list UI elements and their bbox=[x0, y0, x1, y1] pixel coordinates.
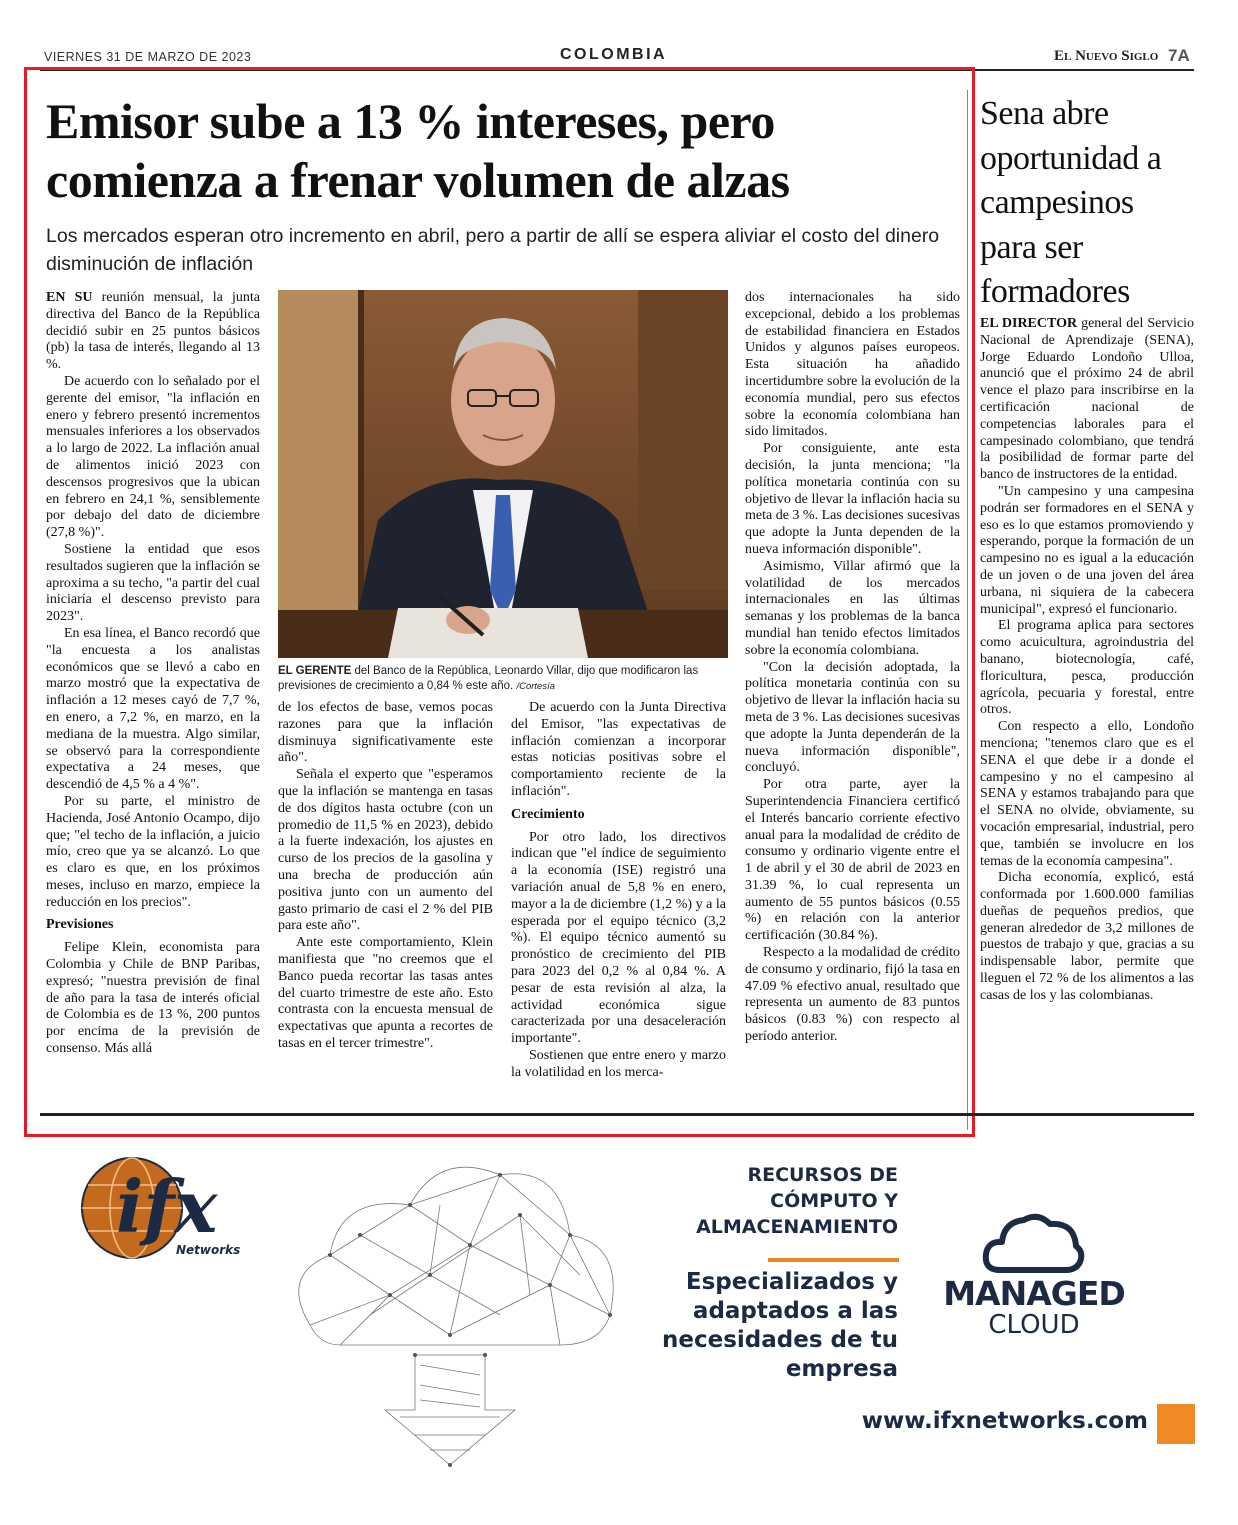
sidebar-lead-word: EL DIRECTOR bbox=[980, 316, 1078, 331]
sidebar-paragraph: Dicha economía, explicó, está conformada por 1.600.000 familias dueñas de pequeños predios, que generan alrededor de 3,2 millones de puestos de trabajo y que, gracias a su indispensable labor, permite que lleguen el 72 % de los alimentos a las casas de los y las colombianas. bbox=[980, 870, 1194, 1003]
article-paragraph: Ante este comportamiento, Klein manifiesta que "no creemos que el Banco pueda recortar las tasas antes del cuarto trimestre de este año. Esto contrasta con la encuesta mensual de expectativas que apunta a recortes de tasas en el tercer trimestre". bbox=[278, 935, 493, 1051]
logo-subtext: Networks bbox=[176, 1243, 241, 1257]
managed-cloud-line2: CLOUD bbox=[988, 1310, 1080, 1340]
sidebar-paragraph: Con respecto a ello, Londoño menciona; "tenemos claro que es el SENA el que debe ir a donde el campesino y no el campesino al SENA y estamos trabajando para que el SENA no olvide, obviamente, su vocación empresarial, industrial, pero que, también se involucre en los temas de la economía campesina". bbox=[980, 719, 1194, 869]
section-name: COLOMBIA bbox=[560, 46, 668, 63]
ad-title: RECURSOS DE CÓMPUTO Y ALMACENAMIENTO bbox=[696, 1164, 898, 1238]
caption-lead: EL GERENTE bbox=[278, 665, 352, 677]
ad-orange-square bbox=[1157, 1404, 1195, 1444]
article-paragraph: Por otra parte, ayer la Superintendencia Financiera certificó el Interés bancario corriente efectivo anual para la modalidad de crédito de consumo y ordinario vigente entre el 1 de abril y el 30 de abril de 2023 en 31.39 %, lo cual representa un aumento de 55 puntos básicos (0.55 %) en relación con la anterior certificación (30.84 %). bbox=[745, 777, 960, 944]
lead-word: EN SU bbox=[46, 290, 93, 305]
page-number: 7A bbox=[1168, 46, 1190, 65]
sidebar-headline: Sena abre oportunidad a campesinos para ser formadores bbox=[980, 95, 1162, 310]
lead-text: reunión mensual, la junta directiva del Banco de la República decidió subir en 25 puntos básicos (pb) la tasa de interés, llegando al 13 %. bbox=[46, 290, 260, 373]
article-paragraph: Por otro lado, los directivos indican que "el índice de seguimiento a la economía (ISE) registró una variación anual de 5,8 % en enero, mayor a la de diciembre (1,2 %) y a la esperada por el equipo técnico (3,2 %). El equipo técnico aumentó su pronóstico de crecimiento del PIB para 2023 del 0,2 % al 0,84 %. A pesar de esta revisión al alza, la actividad económica sigue caracterizada por una desaceleración importante". bbox=[511, 829, 726, 1047]
logo-wordmark: ifx bbox=[116, 1164, 218, 1249]
caption-text: del Banco de la República, Leonardo Villar, dijo que modificaron las previsiones de crecimiento a 0,84 % este año. bbox=[278, 665, 699, 692]
article-paragraph: Asimismo, Villar afirmó que la volatilidad de los mercados internacionales en las últimas semanas y los problemas de la banca mundial han tenido efectos limitados sobre la economía colombiana. bbox=[745, 558, 960, 658]
sidebar-column bbox=[980, 316, 1194, 1005]
sidebar-paragraph: El programa aplica para sectores como acuicultura, agroindustria del banano, biotecnología, café, floricultura, pesca, producción agrícola, pecuaria y forestal, entre otros. bbox=[980, 618, 1194, 718]
article-paragraph: Señala el experto que "esperamos que la inflación se mantenga en tasas de dos dígitos hasta octubre (con un promedio de 11,5 % en 2023), debido a la fuerte indexación, los ajustes en curso de los precios de la gasolina y una brecha de producción aún positiva junto con un aumento del gasto primario de casi el 2 % del PIB para este año". bbox=[278, 767, 493, 934]
sidebar-lead-text: general del Servicio Nacional de Aprendizaje (SENA), Jorge Eduardo Londoño Ulloa, anunció que el próximo 24 de abril vence el plazo para inscribirse en la certificación nacional de competencias laborales para el campesinado colombiano, que tendrá la posibilidad de formar parte del banco de instructores de la entidad. bbox=[980, 316, 1194, 483]
photo-caption bbox=[278, 664, 730, 694]
article-paragraph: Por consiguiente, ante esta decisión, la junta menciona; "la política monetaria continúa con su objetivo de llevar la inflación hacia su meta de 3 %. Las decisiones sucesivas que adopte la Junta dependen de la nueva información disponible". bbox=[745, 441, 960, 557]
ad-accent-bar bbox=[768, 1258, 899, 1262]
article-paragraph: de los efectos de base, vemos pocas razones para que la inflación disminuya significativamente este año". bbox=[278, 700, 493, 766]
cloud-upload-illustration bbox=[270, 1145, 630, 1480]
ad-separator-rule bbox=[40, 1113, 1194, 1116]
article-column-1 bbox=[46, 290, 260, 1058]
article-headline: Emisor sube a 13 % intereses, pero comienza a frenar volumen de alzas bbox=[46, 93, 790, 208]
issue-date: VIERNES 31 DE MARZO DE 2023 bbox=[44, 50, 252, 64]
sidebar-paragraph bbox=[980, 316, 1194, 484]
article-column-2 bbox=[278, 700, 493, 1053]
sidebar-paragraph: "Un campesino y una campesina podrán ser formadores en el SENA y eso es lo que estamos promoviendo y esperando, porque la formación de un campesino no es igual a la educación de un joven o de una joven del área urbana, ni siquiera de la cabecera municipal", expresó el funcionario. bbox=[980, 483, 1194, 617]
cloud-icon bbox=[980, 1208, 1085, 1278]
ad-subtitle: Especializados y adaptados a las necesidades de tu empresa bbox=[662, 1269, 898, 1382]
article-paragraph: Sostienen que entre enero y marzo la volatilidad en los merca- bbox=[511, 1047, 726, 1080]
article-paragraph: dos internacionales ha sido excepcional, debido a los problemas de estabilidad financiera en Estados Unidos y algunos países europeos. Esta situación ha añadido incertidumbre sobre la evolución de la economía mundial, pero sus efectos sobre la economía colombiana han sido limitados. bbox=[745, 290, 960, 440]
article-paragraph: En esa línea, el Banco recordó que "la encuesta a los analistas económicos que se llevó a cabo en marzo mostró que la expectativa de inflación a 12 meses cayó de 7,7 %, en enero, a 7,2 %, en marzo, en la mediana de la muestra. Algo similar, se observó para la correspondiente expectativa a 24 meses, que descendió de 4,5 % a 4 %". bbox=[46, 625, 260, 793]
newspaper-name: El Nuevo Siglo bbox=[1054, 48, 1159, 64]
managed-cloud-line1: MANAGED bbox=[943, 1274, 1125, 1313]
article-paragraph: Felipe Klein, economista para Colombia y Chile de BNP Paribas, expresó; "nuestra previsión de final de año para la tasa de interés oficial de Colombia es de 13 %, 200 puntos por encima de la previsión de consenso. Más allá bbox=[46, 940, 260, 1057]
article-paragraph: De acuerdo con la Junta Directiva del Emisor, "las expectativas de inflación comienzan a incorporar estas noticias positivas sobre el comportamiento reciente de la inflación". bbox=[511, 700, 726, 799]
article-paragraph: "Con la decisión adoptada, la política monetaria continúa con su objetivo de llevar la inflación hacia su meta de 3 %. Las decisiones sucesivas que adopte la Junta dependerán de la nueva información disponible", concluyó. bbox=[745, 659, 960, 776]
ifx-networks-logo bbox=[80, 1150, 270, 1270]
column-divider bbox=[967, 90, 968, 1130]
article-paragraph: De acuerdo con lo señalado por el gerente del emisor, "la inflación en enero y febrero presentó incrementos mensuales inferiores a los observados a lo largo de 2022. La inflación anual de alimentos inició 2023 con descensos progresivos que la ubican en febrero en 24,1 %, sensiblemente por debajo del dato de diciembre (27,8 %)". bbox=[46, 373, 260, 541]
article-deck: Los mercados esperan otro incremento en abril, pero a partir de allí se espera aliviar el costo del dinero disminución de inflación bbox=[46, 225, 940, 275]
article-column-3 bbox=[511, 700, 726, 1082]
article-column-4 bbox=[745, 290, 960, 1046]
article-paragraph: Por su parte, el ministro de Hacienda, José Antonio Ocampo, dijo que; "el techo de la inflación, a juicio mío, creo que ya se alcanzó. Lo que es claro es que, en los próximos meses, incluso en marzo, empiece la reducción en los precios". bbox=[46, 793, 260, 910]
subheading-previsiones: Previsiones bbox=[46, 917, 114, 933]
article-paragraph: Respecto a la modalidad de crédito de consumo y ordinario, fijó la tasa en 47.09 % efectivo anual, resultado que representa un aumento de 83 puntos básicos (0.83 %) con respecto al período anterior. bbox=[745, 945, 960, 1045]
ad-website-link[interactable]: www.ifxnetworks.com bbox=[861, 1408, 1148, 1434]
gerente-photo bbox=[278, 290, 728, 658]
subheading-crecimiento: Crecimiento bbox=[511, 806, 585, 822]
caption-credit: /Cortesía bbox=[516, 681, 555, 692]
article-paragraph bbox=[46, 290, 260, 374]
article-paragraph: Sostiene la entidad que esos resultados sugieren que la inflación se aproxima a su techo, "a partir del cual iniciaría el descenso previsto para 2023". bbox=[46, 541, 260, 625]
